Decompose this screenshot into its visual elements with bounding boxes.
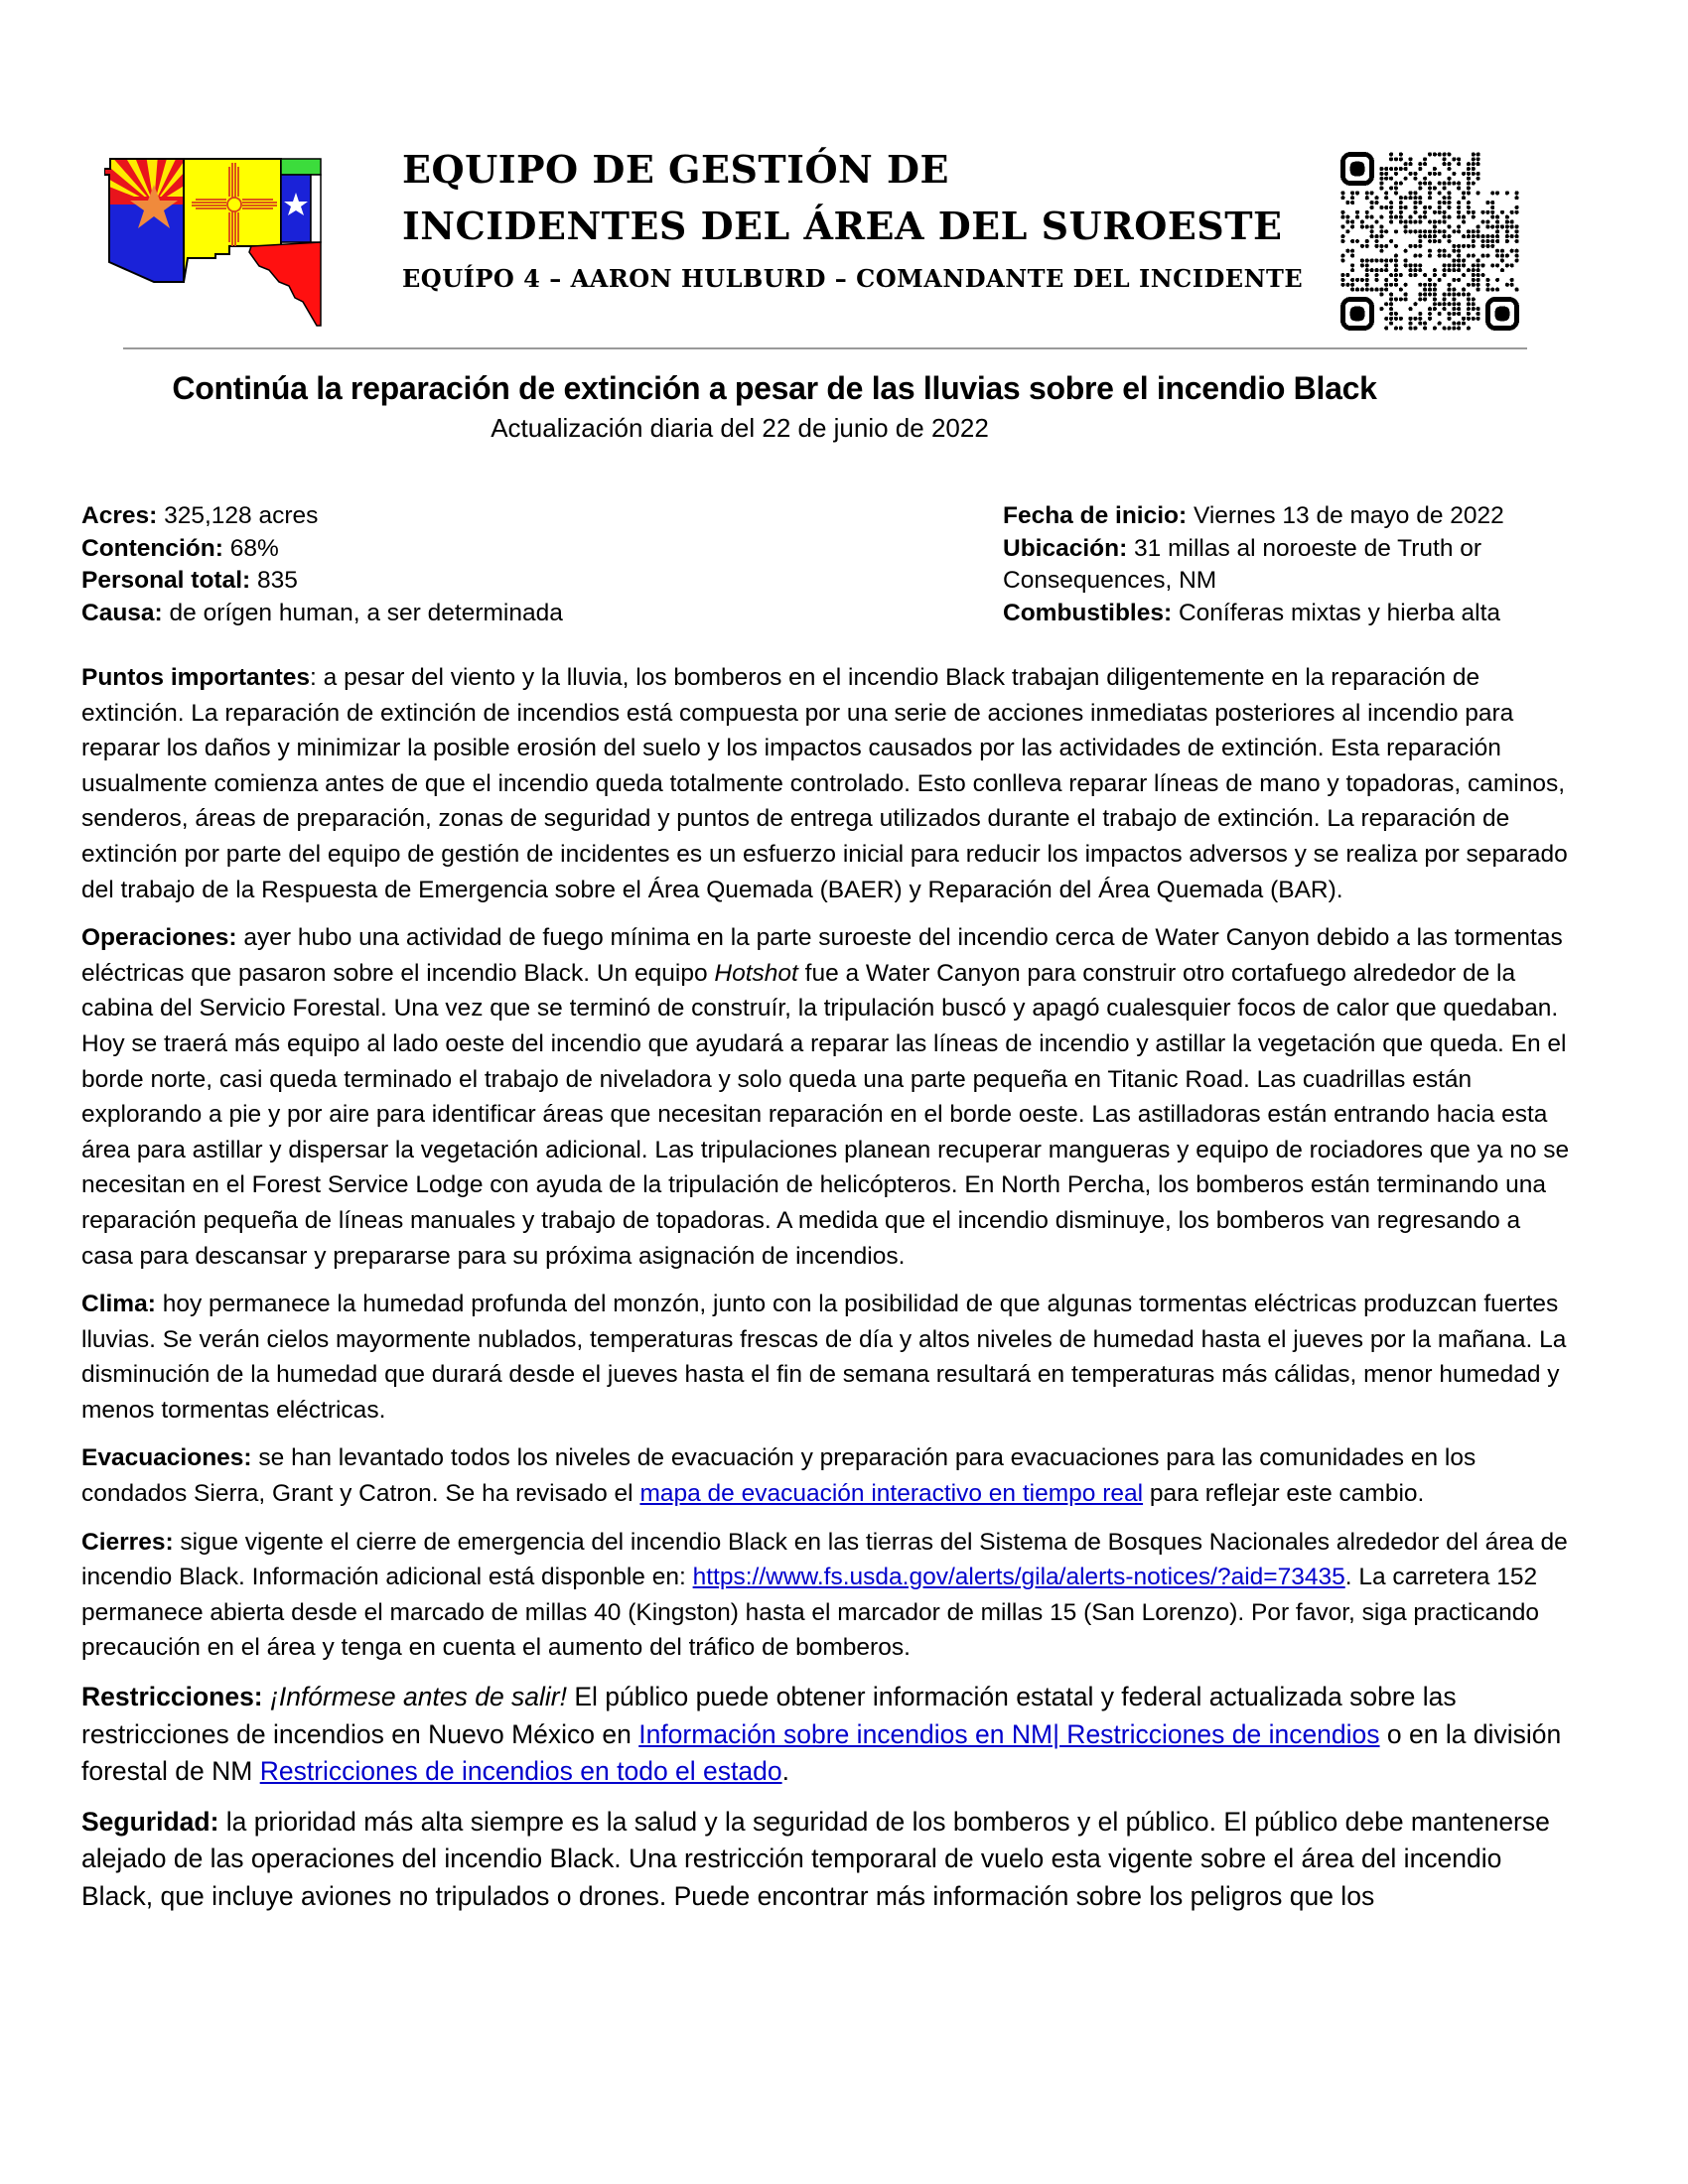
fact-value: Viernes 13 de mayo de 2022 [1187, 502, 1504, 529]
fact-value: 325,128 acres [157, 502, 319, 529]
section-text: . [781, 1756, 789, 1787]
fact-value: 68% [222, 534, 279, 562]
incident-facts-left [81, 500, 677, 629]
section-text: se han levantado todos los niveles de evacuación y preparación para evacuaciones para las comunidades en los condados Sierra, Grant y Catron. Se ha revisado el [81, 1444, 1477, 1508]
org-title-line-2: INCIDENTES DEL ÁREA DEL SUROESTE [402, 204, 1283, 248]
headline: Continúa la reparación de extinción a pesar de las lluvias sobre el incendio Black [172, 370, 1377, 406]
fact-acres [81, 500, 677, 533]
section-evacuations [81, 1440, 1571, 1511]
fact-personnel [81, 565, 677, 598]
fact-label: Combustibles: [1003, 599, 1173, 626]
section-label: Restricciones: [81, 1682, 263, 1712]
fact-label: Acres: [81, 502, 158, 529]
team-commander-line: EQUÍPO 4 – AARON HULBURD – COMANDANTE DEL INCIDENTE [402, 264, 1304, 293]
section-text: . La carretera 152 permanece abierta desde el marcado de millas 40 (Kingston) hasta el marcador de millas 15 (San Lorenzo). Por favor, siga practicando precaución en el área y tenga en cuenta el aumento del tráfico de bomberos. [81, 1564, 1540, 1662]
fact-label: Contención: [81, 534, 223, 562]
section-weather [81, 1287, 1571, 1428]
southwest-states-flags-logo-icon [104, 155, 352, 329]
fact-containment [81, 533, 677, 566]
fact-value: Coníferas mixtas y hierba alta [1172, 599, 1501, 626]
evacuation-map-link[interactable]: mapa de evacuación interactivo en tiempo real [639, 1480, 1144, 1508]
section-text: hoy permanece la humedad profunda del monzón, junto con la posibilidad de que algunas tormentas eléctricas produzcan fuertes lluvias. Se verán cielos mayormente nublados, temperaturas frescas de día y altos niveles de humedad hasta el jueves por la mañana. La disminución de la humedad que durará desde el jueves hasta el fin de semana resultará en temperaturas más cálidas, menor humedad y menos tormentas eléctricas. [81, 1291, 1567, 1424]
fact-value: Consequences, NM [1003, 567, 1217, 594]
section-label: Seguridad: [81, 1806, 219, 1837]
fact-start-date [1003, 500, 1559, 533]
section-label: Clima: [81, 1291, 156, 1318]
fact-fuels [1003, 598, 1559, 630]
document-body [81, 660, 1571, 1928]
nm-fire-info-link[interactable]: Información sobre incendios en NM| Restricciones de incendios [638, 1718, 1380, 1749]
section-label: Puntos importantes [81, 664, 311, 691]
section-text: o en la división forestal de NM [81, 1718, 1562, 1787]
section-highlights [81, 660, 1571, 907]
section-italic: Hotshot [714, 959, 798, 987]
subheadline-date: Actualización diaria del 22 de junio de 2022 [491, 413, 989, 443]
section-text: fue a Water Canyon para construir otro cortafuego alrededor de la cabina del Servicio Forestal. Una vez que se terminó de construír, la tripulación buscó y apagó cualesquier focos de calor que quedaban. Hoy se traerá más equipo al lado oeste del incendio que ayudará a reparar las líneas de incendio y astillar la vegetación que queda. En el borde norte, casi queda terminado el trabajo de niveladora y solo queda una parte pequeña en Titanic Road. Las cuadrillas están explorando a pie y por aire para identificar áreas que necesitan reparación en el borde oeste. Las astilladoras están entrando hacia esta área para astillar y dispersar la vegetación adicional. Las tripulaciones planean recuperar mangueras y equipo de rociadores que ya no se necesitan en el Forest Service Lodge con ayuda de la tripulación de helicópteros. En North Percha, los bomberos están terminando una reparación pequeña de líneas manuales y trabajo de topadoras. A medida que el incendio disminuye, los bomberos van regresando a casa para descansar y prepararse para su próxima asignación de incendios. [81, 959, 1570, 1270]
section-text: para reflejar este cambio. [1143, 1480, 1425, 1508]
section-text: sigue vigente el cierre de emergencia del incendio Black en las tierras del Sistema de Bosques Nacionales alrededor del área de incendio Black. Información adicional está disponble en: [81, 1528, 1568, 1591]
section-text: la prioridad más alta siempre es la salud y la seguridad de los bomberos y el público. El público debe mantenerse alejado de las operaciones del incendio Black. Una restricción temporaral de vuelo esta vigente sobre el área del incendio Black, que incluye aviones no tripulados o drones. Puede encontrar más información sobre los peligros que los [81, 1806, 1550, 1911]
section-restrictions [81, 1679, 1571, 1791]
section-safety [81, 1804, 1571, 1916]
fact-location-cont [1003, 565, 1559, 598]
section-label: Evacuaciones: [81, 1444, 252, 1472]
incident-facts-right [1003, 500, 1559, 629]
section-closures [81, 1525, 1571, 1666]
section-operations [81, 920, 1571, 1274]
section-label: Operaciones: [81, 924, 237, 952]
fact-label: Causa: [81, 599, 163, 626]
section-text: ayer hubo una actividad de fuego mínima en la parte suroeste del incendio cerca de Water Canyon debido a las tormentas eléctricas que pasaron sobre el incendio Black. Un equipo [81, 924, 1563, 987]
section-text: : a pesar del viento y la lluvia, los bomberos en el incendio Black trabajan diligentemente en la reparación de extinción. La reparación de extinción de incendios está compuesta por una serie de acciones inmediatas posteriores al incendio para reparar los daños y minimizar la posible erosión del suelo y los impactos causados por las actividades de extinción. Esta reparación usualmente comienza antes de que el incendio queda totalmente controlado. Esto conlleva reparar líneas de mano y topadoras, caminos, senderos, áreas de preparación, zonas de seguridad y puntos de entrega utilizados durante el trabajo de extinción. La reparación de extinción por parte del equipo de gestión de incidentes es un esfuerzo inicial para reducir los impactos adversos y se realiza por separado del trabajo de la Respuesta de Emergencia sobre el Área Quemada (BAER) y Reparación del Área Quemada (BAR). [81, 664, 1568, 903]
fact-value: 31 millas al noroeste de Truth or [1127, 534, 1482, 562]
fact-value: de orígen human, a ser determinada [162, 599, 563, 626]
section-text: El público puede obtener información estatal y federal actualizada sobre las restricciones de incendios en Nuevo México en [81, 1682, 1457, 1749]
fact-label: Personal total: [81, 567, 251, 594]
section-label: Cierres: [81, 1528, 174, 1556]
section-italic: ¡Infórmese antes de salir! [262, 1682, 567, 1712]
fact-location [1003, 533, 1559, 566]
fact-cause [81, 598, 677, 630]
fact-value: 835 [250, 567, 298, 594]
header-divider [123, 347, 1527, 349]
fact-label: Fecha de inicio: [1003, 502, 1188, 529]
statewide-restrictions-link[interactable]: Restricciones de incendios en todo el estado [259, 1756, 782, 1787]
org-title-line-1: EQUIPO DE GESTIÓN DE [402, 147, 949, 192]
qr-code-icon[interactable] [1340, 152, 1519, 331]
fact-label: Ubicación: [1003, 534, 1128, 562]
closure-alert-link[interactable]: https://www.fs.usda.gov/alerts/gila/alerts-notices/?aid=73435 [692, 1564, 1345, 1591]
